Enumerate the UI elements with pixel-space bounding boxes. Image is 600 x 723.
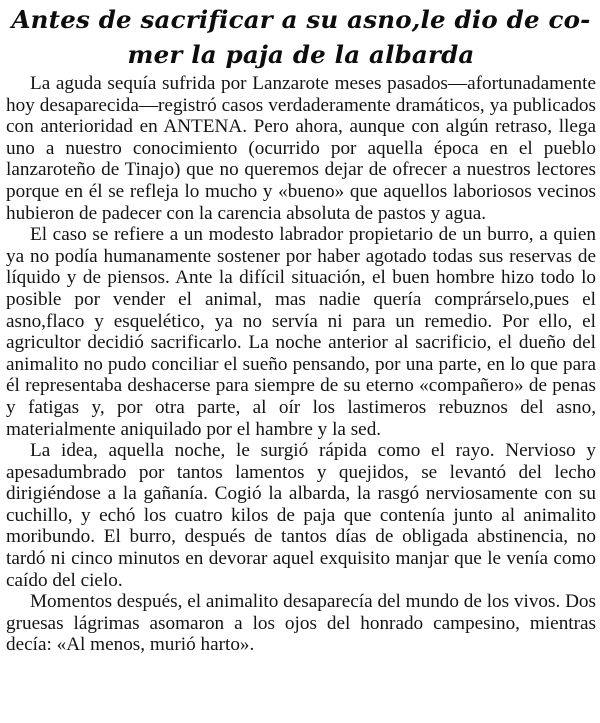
article-paragraph: El caso se refiere a un modesto labrador propietario de un burro, a quien ya no podía humanamente sostener por haber agotado todas sus reservas de líquido y de piensos. Ante la difícil situación, el buen hombre hizo todo lo posible por vender el animal, mas nadie quería comprárselo,pues el asno,flaco y esquelético, ya no servía ni para un remedio. Por ello, el agricultor decidió sacrificarlo. La noche anterior al sacrificio, el dueño del animalito no pudo conciliar el sueño pensando, por una parte, en lo que para él representaba deshacerse para siempre de su eterno «compañero» de penas y fatigas y, por otra parte, al oír los lastimeros rebuznos del asno, materialmente aniquilado por el hambre y la sed. [6,224,596,440]
article-headline [6,0,596,72]
headline-line-1: Antes de sacrificar a su asno,le dio de co- [11,5,591,34]
article-paragraph: La aguda sequía sufrida por Lanzarote meses pasados—afortunadamente hoy desaparecida—registró casos verdaderamente dramáticos, ya publicados con anterioridad en ANTENA. Pero ahora, aunque con algún retraso, llega uno a nuestro conocimiento (ocurrido por aquella época en el pueblo lanzaroteño de Tinajo) que no queremos dejar de ofrecer a nuestros lectores porque en él se refleja lo mucho y «bueno» que aquellos laboriosos vecinos hubieron de padecer con la carencia absoluta de pastos y agua. [6,73,596,224]
article-paragraph: Momentos después, el animalito desaparecía del mundo de los vivos. Dos gruesas lágrimas asomaron a los ojos del honrado campesino, mientras decía: «Al menos, murió harto». [6,591,596,656]
article-body [6,73,596,656]
article-paragraph: La idea, aquella noche, le surgió rápida como el rayo. Nervioso y apesadumbrado por tantos lamentos y quejidos, se levantó del lecho dirigiéndose a la gañanía. Cogió la albarda, la rasgó nerviosamente con su cuchillo, y echó los cuatro kilos de paja que contenía junto al animalito moribundo. El burro, después de tantos días de obligada abstinencia, no tardó ni cinco minutos en devorar aquel exquisito manjar que le venía como caído del cielo. [6,440,596,591]
headline-line-2: mer la paja de la albarda [127,40,475,69]
